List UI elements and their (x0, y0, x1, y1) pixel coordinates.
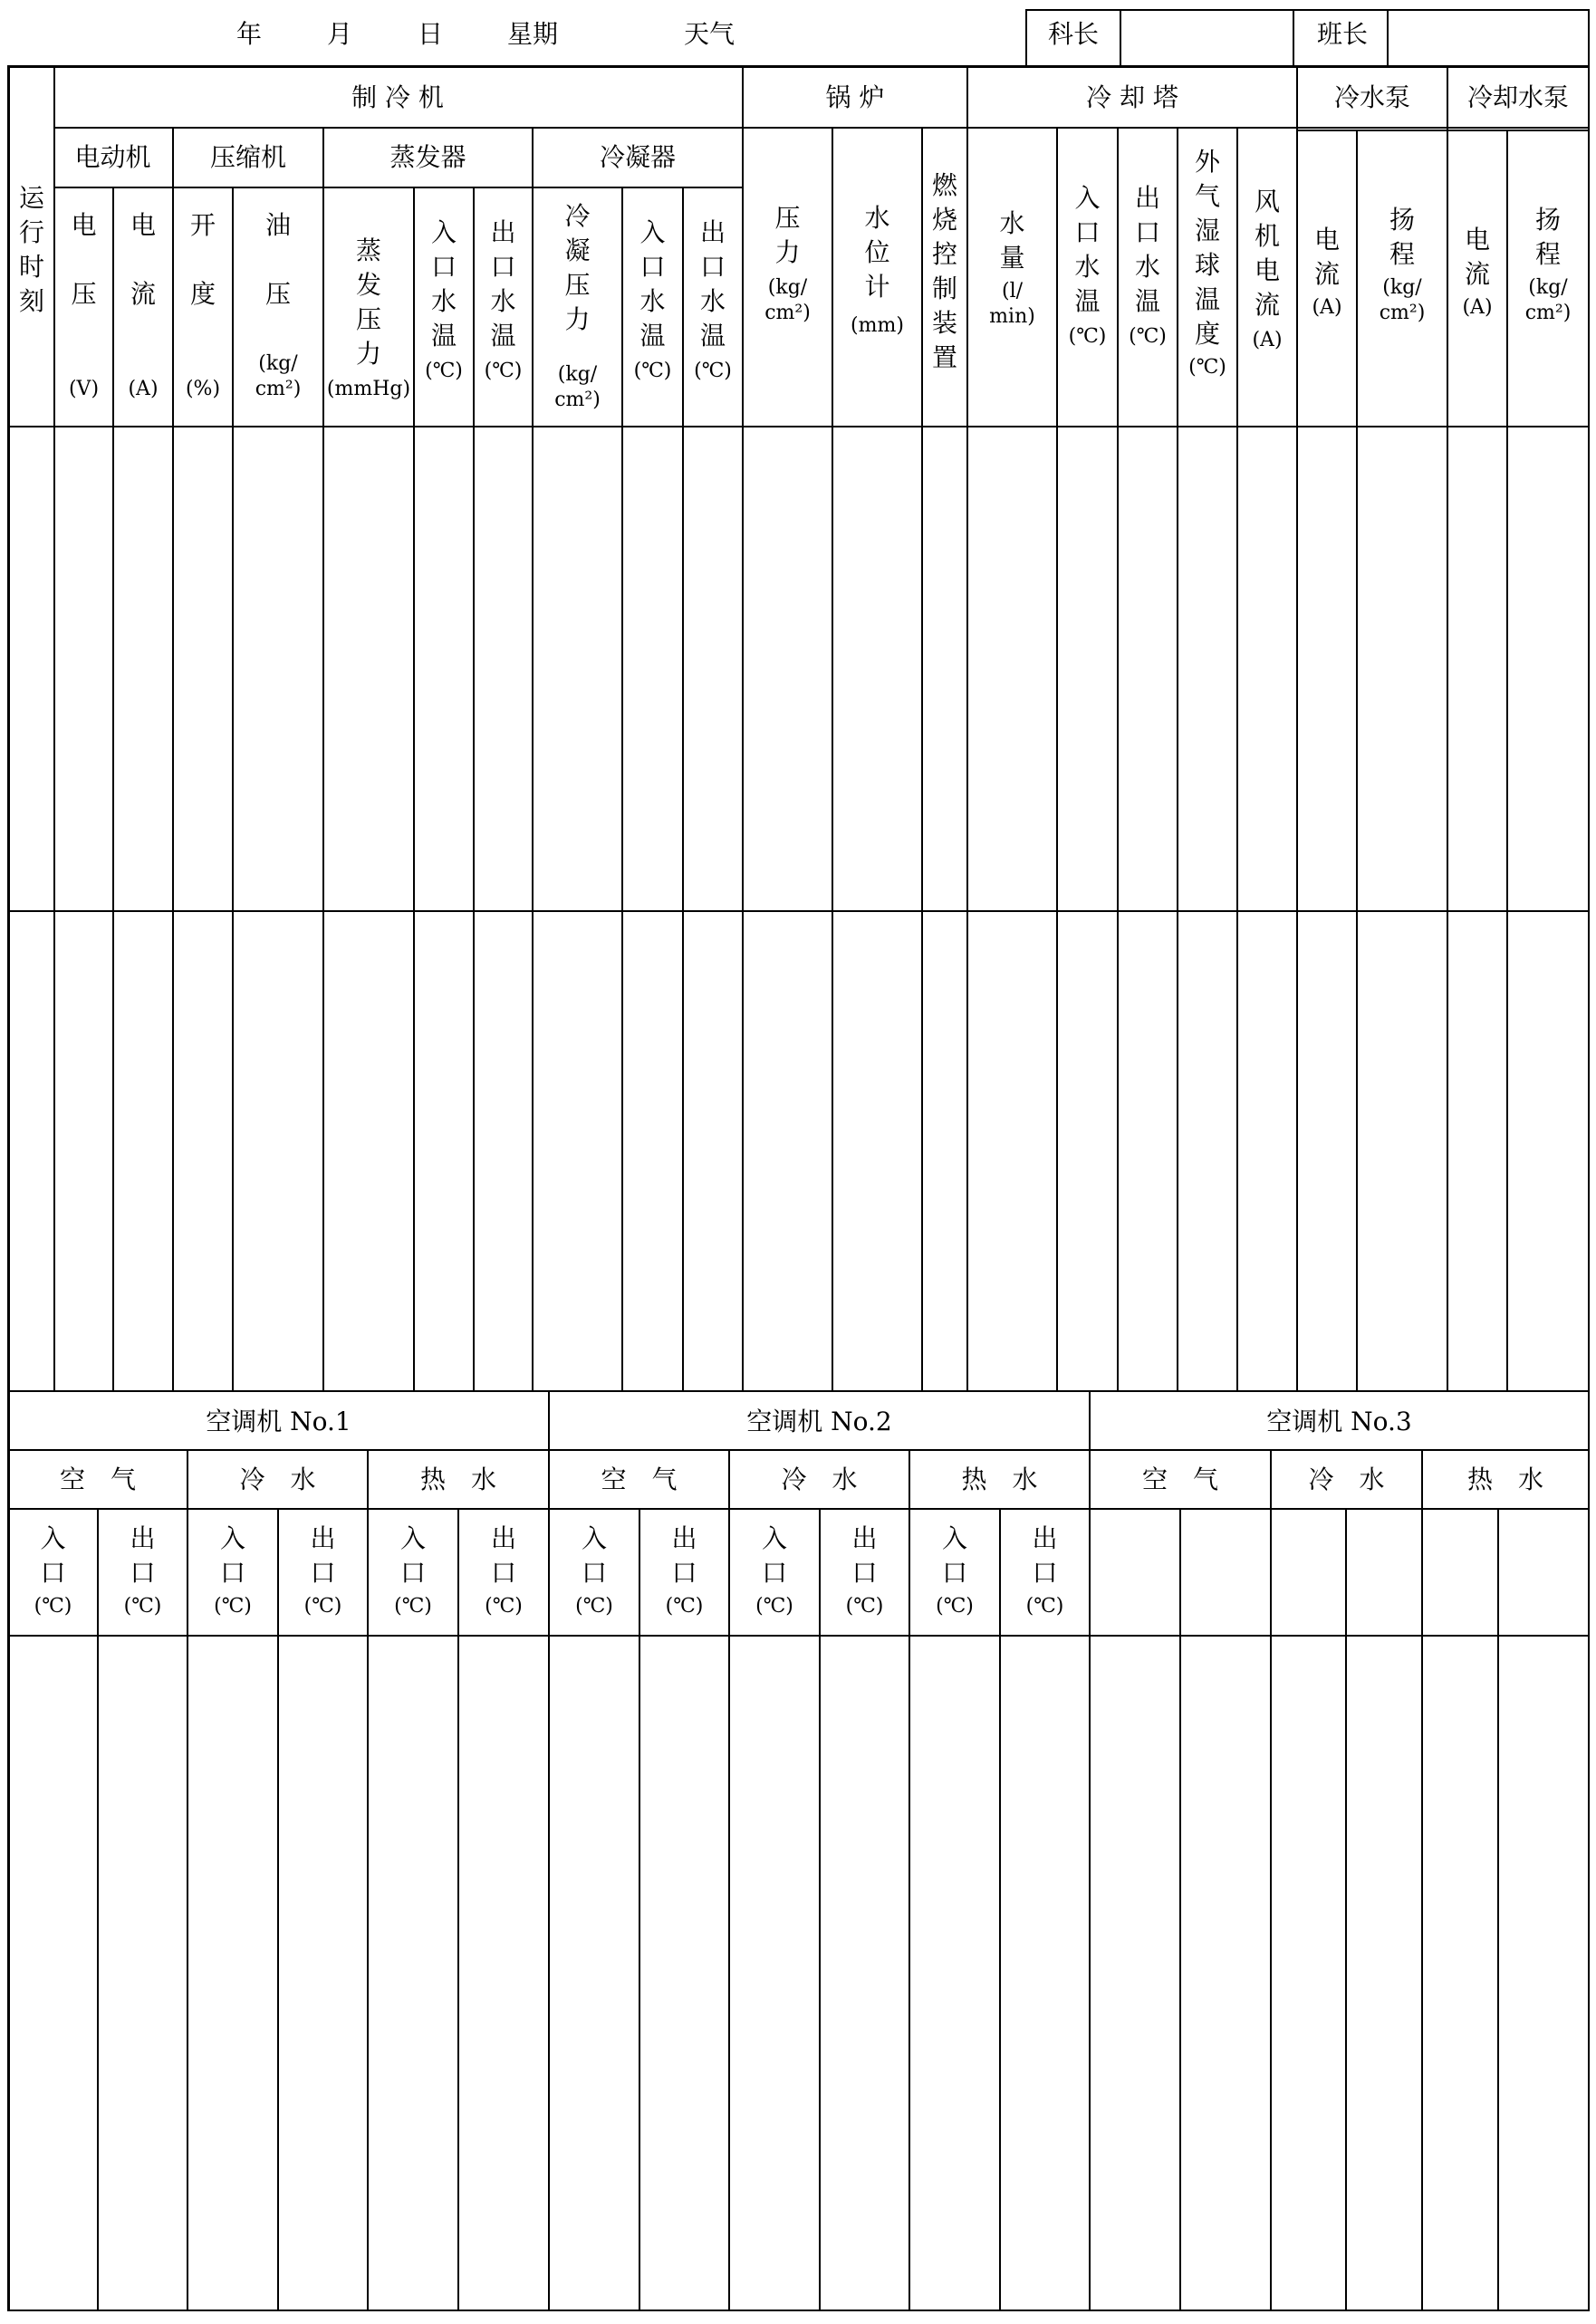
ac1-air-inlet-unit: (℃) (34, 1595, 72, 1618)
ac2-air-outlet-label: 出 口 (671, 1523, 697, 1588)
header-weather: 天气 (683, 19, 735, 49)
ac1-hw-outlet-label: 出 口 (490, 1523, 516, 1588)
ac2-air-outlet-unit: (℃) (665, 1595, 704, 1618)
ac1-chilled-water-header: 冷 水 (239, 1465, 316, 1494)
ac3-chilled-water-header: 冷 水 (1308, 1465, 1385, 1494)
ac-unit-1-header: 空调机 No.1 (206, 1407, 351, 1436)
col-oil-pressure-unit: (kg/ cm²) (255, 352, 302, 400)
ac2-air-inlet-label: 入 口 (581, 1523, 607, 1588)
motor-header: 电动机 (74, 142, 151, 172)
ac1-hw-inlet-label: 入 口 (399, 1523, 426, 1588)
col-tower-inlet-temp-unit: (℃) (1068, 325, 1107, 348)
col-evap-outlet-temp-unit: (℃) (484, 360, 523, 382)
header-section-chief: 科长 (1047, 19, 1099, 49)
col-water-level-unit: (mm) (851, 314, 904, 337)
ac2-chilled-water-header: 冷 水 (781, 1465, 858, 1494)
cooling-tower-header: 冷 却 塔 (1086, 82, 1178, 112)
ac2-hw-inlet-unit: (℃) (936, 1595, 974, 1618)
ac1-chw-outlet-label: 出 口 (310, 1523, 336, 1588)
col-boiler-pressure-label: 压 力 (774, 203, 801, 267)
col-tower-inlet-temp-label: 入 口 水 温 (1074, 183, 1101, 316)
col-cond-outlet-temp-unit: (℃) (694, 360, 732, 382)
col-boiler-pressure-unit: (kg/ cm²) (764, 276, 811, 324)
col-water-level-label: 水 位 计 (864, 203, 890, 302)
col-cond-outlet-temp-label: 出 口 水 温 (699, 217, 726, 351)
col-chw-pump-current-label: 电 流 (1313, 225, 1340, 289)
ac2-hw-outlet-unit: (℃) (1025, 1595, 1064, 1618)
col-cond-pressure-label: 冷 凝 压 力 (564, 201, 591, 334)
col-fan-current-label: 风 机 电 流 (1254, 187, 1280, 320)
col-current-unit: (A) (128, 378, 159, 400)
col-voltage-label: 电 压 (71, 210, 97, 309)
ac1-air-inlet-label: 入 口 (40, 1523, 66, 1588)
condenser-header: 冷凝器 (599, 142, 676, 172)
evaporator-header: 蒸发器 (389, 142, 466, 172)
ac-unit-2-header: 空调机 No.2 (746, 1407, 892, 1436)
col-oil-pressure-label: 油 压 (264, 210, 291, 309)
cooling-water-pump-header: 冷却水泵 (1466, 82, 1569, 112)
col-tower-outlet-temp-unit: (℃) (1129, 325, 1167, 348)
ac3-hot-water-header: 热 水 (1466, 1465, 1543, 1494)
col-evap-inlet-temp-unit: (℃) (425, 360, 463, 382)
col-cond-inlet-temp-label: 入 口 水 温 (639, 217, 666, 351)
ac2-air-header: 空 气 (601, 1465, 678, 1494)
refrigerator-header: 制 冷 机 (351, 82, 444, 112)
ac1-chw-inlet-label: 入 口 (219, 1523, 245, 1588)
col-opening-label: 开 度 (189, 210, 216, 309)
col-cw-pump-current-label: 电 流 (1464, 225, 1490, 289)
col-chw-pump-head-unit: (kg/ cm²) (1379, 276, 1426, 324)
col-water-flow-label: 水 量 (999, 208, 1025, 273)
header-shift-leader: 班长 (1316, 19, 1368, 49)
col-voltage-unit: (V) (68, 378, 100, 400)
compressor-header: 压缩机 (209, 142, 286, 172)
header-month: 月 (326, 19, 352, 49)
col-wet-bulb-temp-unit: (℃) (1188, 356, 1226, 379)
header-day: 日 (417, 19, 443, 49)
ac3-air-header: 空 气 (1141, 1465, 1218, 1494)
col-current-label: 电 流 (130, 210, 156, 309)
col-evap-outlet-temp-label: 出 口 水 温 (490, 217, 516, 351)
col-evap-pressure-label: 蒸 发 压 力 (355, 235, 381, 369)
col-cw-pump-head-label: 扬 程 (1534, 205, 1561, 269)
ac1-hw-inlet-unit: (℃) (394, 1595, 432, 1618)
col-fan-current-unit: (A) (1252, 329, 1283, 351)
ac2-hot-water-header: 热 水 (961, 1465, 1038, 1494)
col-evap-inlet-temp-label: 入 口 水 温 (430, 217, 457, 351)
col-evap-pressure-unit: (mmHg) (326, 378, 411, 400)
col-cw-pump-head-unit: (kg/ cm²) (1524, 276, 1572, 324)
ac1-chw-inlet-unit: (℃) (214, 1595, 252, 1618)
ac1-air-outlet-unit: (℃) (123, 1595, 162, 1618)
ac2-chw-inlet-unit: (℃) (755, 1595, 793, 1618)
time-column-header: 运 行 时 刻 (18, 183, 44, 316)
ac1-hw-outlet-unit: (℃) (485, 1595, 523, 1618)
ac-unit-3-header: 空调机 No.3 (1266, 1407, 1412, 1436)
header-weekday: 星期 (506, 19, 558, 49)
ac1-air-header: 空 气 (59, 1465, 136, 1494)
col-cond-pressure-unit: (kg/ cm²) (554, 363, 601, 411)
col-chw-pump-current-unit: (A) (1312, 296, 1342, 319)
ac1-air-outlet-label: 出 口 (130, 1523, 156, 1588)
ac2-chw-outlet-unit: (℃) (845, 1595, 884, 1618)
ac2-hw-outlet-label: 出 口 (1032, 1523, 1058, 1588)
col-chw-pump-head-label: 扬 程 (1389, 205, 1415, 269)
ac1-chw-outlet-unit: (℃) (303, 1595, 342, 1618)
ac2-chw-outlet-label: 出 口 (851, 1523, 878, 1588)
boiler-header: 锅 炉 (825, 82, 885, 112)
chilled-water-pump-header: 冷水泵 (1333, 82, 1410, 112)
col-cond-inlet-temp-unit: (℃) (633, 360, 672, 382)
col-opening-unit: (%) (185, 378, 221, 400)
col-combustion-control-label: 燃 烧 控 制 装 置 (931, 170, 957, 372)
ac1-hot-water-header: 热 水 (419, 1465, 496, 1494)
col-wet-bulb-temp-label: 外 气 湿 球 温 度 (1194, 147, 1220, 349)
ac2-hw-inlet-label: 入 口 (941, 1523, 967, 1588)
ac2-chw-inlet-label: 入 口 (761, 1523, 787, 1588)
col-tower-outlet-temp-label: 出 口 水 温 (1134, 183, 1160, 316)
col-cw-pump-current-unit: (A) (1462, 296, 1493, 319)
header-year: 年 (236, 19, 262, 49)
col-water-flow-unit: (l/ min) (989, 280, 1035, 328)
ac2-air-inlet-unit: (℃) (575, 1595, 613, 1618)
